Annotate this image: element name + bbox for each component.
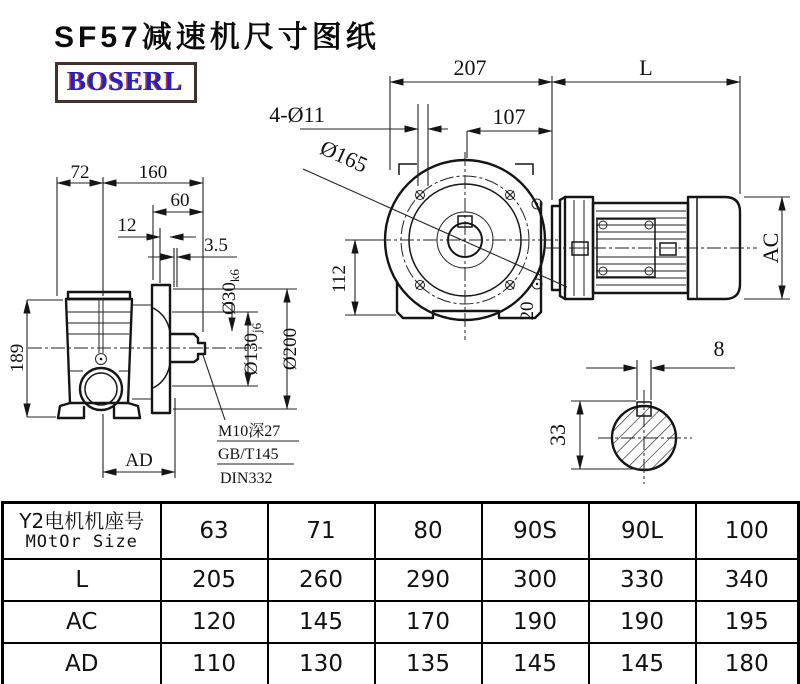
col-71: 71 — [268, 503, 375, 560]
dia-30k6: $Ø30_{k6}$ — [219, 269, 242, 315]
motor-size-header-en: MOtOr Size — [25, 531, 138, 552]
row-label-AC: AC — [3, 601, 161, 643]
output-bore-inner — [85, 373, 117, 405]
note-gbt145: GB/T145 — [218, 446, 279, 463]
dim-60: 60 — [170, 190, 190, 211]
brand-logo — [55, 62, 197, 103]
col-63: 63 — [161, 503, 268, 560]
col-100: 100 — [696, 503, 799, 560]
note-m10: M10深27 — [218, 423, 281, 440]
dia-130j6: $Ø130_{j6}$ — [241, 322, 264, 376]
dim-33: 33 — [545, 424, 570, 446]
dim-AC: AC — [758, 232, 783, 264]
dim-L: L — [639, 55, 653, 80]
page-title: SF57减速机尺寸图纸 — [54, 21, 380, 54]
table-row-AC: AC 120 145 170 190 190 195 — [3, 601, 799, 643]
table-row-AD: AD 110 130 135 145 145 180 — [3, 643, 799, 684]
dia-200: Ø200 — [280, 327, 301, 371]
right-foot — [114, 403, 140, 418]
dim-160: 160 — [138, 162, 168, 183]
left-foot — [58, 403, 84, 418]
dim-107: 107 — [492, 104, 526, 129]
motor-size-header-cn: Y2电机机座号 — [19, 508, 145, 533]
dim-207: 207 — [453, 55, 487, 80]
dim-112: 112 — [329, 265, 350, 293]
dim-8: 8 — [713, 336, 725, 361]
row-label-AD: AD — [3, 643, 161, 684]
note-din332: DIN332 — [220, 470, 273, 487]
shaft-section — [545, 336, 735, 484]
side-view-dimensions — [7, 162, 301, 487]
center-rib — [99, 299, 103, 353]
dim-12: 12 — [117, 215, 137, 236]
dim-AD: AD — [125, 450, 153, 471]
front-view-dimensions — [269, 55, 790, 321]
motor — [546, 197, 757, 299]
dim-72: 72 — [70, 162, 90, 183]
dim-20: 20 — [517, 301, 538, 321]
motor-size-header — [3, 503, 161, 560]
dia-165: Ø165 — [316, 134, 372, 178]
dim-3-5: 3.5 — [204, 235, 228, 256]
row-label-L: L — [3, 559, 161, 601]
col-90L: 90L — [589, 503, 696, 560]
table-header-row — [3, 503, 799, 560]
brand-logo-text: BOSERL — [68, 66, 184, 96]
motor-dimension-table — [1, 501, 800, 684]
table-row-L: L 205 260 290 300 330 340 — [3, 559, 799, 601]
output-flange — [152, 285, 170, 413]
label-4xD11: 4-Ø11 — [269, 102, 325, 127]
dim-189: 189 — [7, 343, 28, 373]
col-80: 80 — [375, 503, 482, 560]
col-90S: 90S — [482, 503, 589, 560]
